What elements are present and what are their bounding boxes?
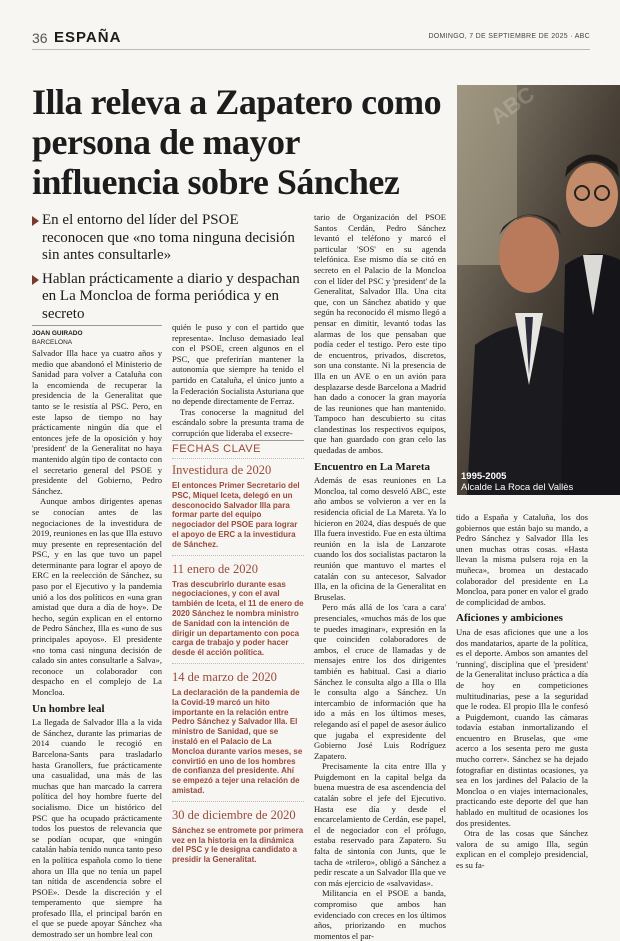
crosshead: Un hombre leal <box>32 702 105 715</box>
subhead-text: En el entorno del líder del PSOE reconocen que «no toma ninguna decisión sin antes consultarle» <box>42 212 295 263</box>
crosshead: Encuentro en La Mareta <box>314 460 430 473</box>
paragraph: Tras conocerse la magnitud del escándalo sobre la presunta trama de corrupción que lideraba el exsecre- <box>172 406 304 438</box>
key-date-heading: 11 enero de 2020 <box>172 561 258 576</box>
paragraph: La llegada de Salvador Illa a la vida de Sánchez, durante las primarias de 2014 cuando le recogió en Barcelona-Sants para trasladarlo hasta Granollers, fue prácticamente una casualidad, una más de las muchas que han marcado la carrera política del hoy hombre fuerte del socialismo. Dice un histórico del PSC que ha ocupado prácticamente todos los puestos de relevancia que se podían ocupar, que «ningún catalán había tenido nunca tanto peso en la política española como lo tiene ahora un Illa que no tenía un papel tan nítida de ascendencia sobre el PSOE». Desde la discreción y el temperamento que siempre ha profesado Illa, el principal barón en el que se puede apoyar Sánchez «ha demostrado ser un hombre leal con <box>32 717 162 940</box>
photo-illustration <box>457 81 620 495</box>
subheads <box>32 212 302 329</box>
key-date-text: La declaración de la pandemia de la Covid-19 marcó un hito importante en la relación entre Pedro Sánchez y Salvador Illa. El ministro de Sanidad, que se instaló en el Palacio de La Moncloa durante varios meses, se convirtió en uno de los hombres de confianza del presidente. Ahí se empezó a tejer una relación de amistad. <box>172 688 304 802</box>
triangle-bullet-icon <box>32 275 39 285</box>
page-number: 36 <box>32 30 48 46</box>
paragraph: tido a España y Cataluña, los dos gobiernos que están bajo su mando, a Pedro Sánchez y Salvador Illa les unen muchas otras cosas. «Hasta llevan la misma pulsera roja en la muñeca», bromea un destacado colaborador del presidente en La Moncloa, para poner en valor el grado de complicidad de ambos. <box>456 512 588 607</box>
paragraph: Una de esas aficiones que une a los dos mandatarios, aparte de la política, es el deporte. Ambos son amantes del 'running', disciplina que el 'president' de la Generalitat incluso práctica a día de hoy en competiciones multitudinarias, pese a la seguridad que le rodea. El propio Illa le confesó a Puigdemont, cuando las cámaras todavía estaban inmortalizando el encuentro en Bruselas, que «me acerco a los sesenta pero me gusta mucho correr». Sánchez se ha dejado fotografiar en distintas ocasiones, ya sea en los jardines del Palacio de la Moncloa o en viajes internacionales, practicando este deporte del que han hablado en multitud de ocasiones los dos presidentes. <box>456 626 588 828</box>
section-title: ESPAÑA <box>54 29 122 46</box>
article-column-1 <box>32 348 162 940</box>
paragraph: Precisamente la cita entre Illa y Puigdemont en la capital belga da buena muestra de esa ascendencia del catalán sobre el jefe del Ejecutivo. Hasta ese día y desde el encarcelamiento de Cerdán, ese papel, el de negociador con el prófugo, estaba reservado para Zapatero. Su falta de sintonía con Junts, que le tacha de «trilero», obligó a Sánchez a pedir rescate a un Salvador Illa que ve con más ejercicio de «salvavidas». <box>314 761 446 888</box>
photo-watermark: ABC <box>485 81 539 130</box>
byline-author: JOAN GUIRADO <box>32 330 83 337</box>
paragraph: Militancia en el PSOE a banda, compromiso que ambos han evidenciado con creces en los últimos años, priorizando en muchos momentos el par- <box>314 888 446 941</box>
paragraph: Además de esas reuniones en La Moncloa, tal como desveló ABC, este año ambos se volvieron a ver en la residencia oficial de La Mareta. Ya lo hicieron en 2024, días después de que Illa fuera investido. Fue en esta última reunión en la isla de Lanzarote cuando los dos socialistas pactaron la reunión que mantuvo el martes el catalán con su antecesor, Salvador Illa, en la oficina de la Generalitat en Bruselas. <box>314 475 446 602</box>
dateline: DOMINGO, 7 DE SEPTIEMBRE DE 2025 · ABC <box>428 33 590 40</box>
paragraph: Aunque ambos dirigentes apenas se conocían antes de las negociaciones de la investidura de 2019, reuniones en las que Illa estuvo muy presente en representación del PSC, y en las que tuvo un papel determinante para lograr el apoyo de ERC en la reelección de Sánchez, su paso por el Ejecutivo y la pandemia unió a los dos políticos en «una gran amistad que dura a día de hoy». De hecho, según explican en el entorno de Pedro Sánchez, Illa es «uno de sus principales apoyos». El presidente «no toma casi ninguna decisión de calado sin antes consultarle a Salva», reconoce un colaborador con despacho en el complejo de La Moncloa. <box>32 496 162 697</box>
paragraph: quién le puso y con el partido que representa». Incluso demasiado leal con el PSOE, creen algunos en el PSC, que preferirían mantener la autonomía que siempre ha tenido el partido en Cataluña, el único junto a la Federación Socialista Asturiana que no depende directamente de Ferraz. <box>172 322 304 407</box>
news-photo <box>457 81 620 495</box>
paragraph: Pero más allá de los 'cara a cara' presenciales, «muchos más de los que te puedes imaginar», expresión en la que coinciden colaboradores de ambos, el cruce de llamadas y de mensajes entre los dos dirigentes también es habitual. Casi a diario Sánchez le consulta algo a Illa o Illa le consulta algo a Sánchez. Un intercambio de información que ha ido a más en los últimos meses, relegando así el papel de asesor áulico que jugaba el expresidente del Gobierno José Luis Rodríguez Zapatero. <box>314 602 446 761</box>
article-column-4 <box>456 512 588 871</box>
key-date-text: El entonces Primer Secretario del PSC, Miquel Iceta, delegó en un desconocido Salvador Illa para formar parte del equipo negociador del PSOE para lograr el apoyo de ERC a la investidura de Sánchez. <box>172 481 304 556</box>
byline <box>32 325 162 347</box>
key-date-text: Sánchez se entromete por primera vez en la historia en la dinámica del PSC y le designa candidato a presidir la Generalitat. <box>172 825 304 865</box>
subhead-1 <box>32 212 302 265</box>
article-column-3 <box>314 212 446 941</box>
triangle-bullet-icon <box>32 216 39 226</box>
key-date-text: Tras descubrirlo durante esas negociaciones, y con el aval también de Iceta, el 11 de enero de 2020 Sánchez le nombra ministro de Sanidad con la intención de dirigir un departamento con poca carga de trabajo y poder hacer desde él acción política. <box>172 580 304 664</box>
key-dates-title: FECHAS CLAVE <box>172 443 304 459</box>
subhead-2 <box>32 271 302 324</box>
key-date-heading: 14 de marzo de 2020 <box>172 669 277 684</box>
byline-location: BARCELONA <box>32 339 73 346</box>
caption-text: Alcalde La Roca del Vallès <box>461 482 574 493</box>
key-dates-box <box>172 440 304 876</box>
subhead-text: Hablan prácticamente a diario y despachan en La Moncloa de forma periódica y en secreto <box>42 270 300 322</box>
paragraph: tario de Organización del PSOE Santos Cerdán, Pedro Sánchez levantó el teléfono y marcó el particular 'SOS' en su agenda telefónica. Ese mismo día se citó en secreto en el Palacio de la Moncloa con el líder del PSC y 'president' de la Generalitat, Salvador Illa. Una cita que, con un Sánchez abatido y que según ha reconocido él mismo llegó a pensar en dimitir, levantó todas las alarmas de los que pensaban que podía ceder el testigo. Pero este tipo de encuentros, privados, discretos, son una constante. Ni la presencia de Illa en un AVE o en un avión para desplazarse desde Barcelona a Madrid han dado a conocer la gran mayoría de las reuniones que han mantenido. Tampoco han descubierto su citas clandestinas los respectivos equipos, que han guardado con gran celo las quedadas de ambos. <box>314 212 446 456</box>
caption-years: 1995-2005 <box>461 471 507 482</box>
paragraph: Salvador Illa hace ya cuatro años y medio que abandonó el Ministerio de Sanidad para volver a Cataluña con la encomienda de recuperar la presidencia de la Generalitat que tanto se le resistía al PSC. Pero, en este lapso de tiempo no hay prácticamente ningún día que el entonces jefe de la oposición y hoy 'president' de la Generalitat no haya mantenido algún tipo de contacto con el secretario general del PSOE y presidente del Gobierno, Pedro Sánchez. <box>32 348 162 496</box>
paragraph: Otra de las cosas que Sánchez valora de su amigo Illa, según explican en el complejo presidencial, es su fa- <box>456 828 588 870</box>
key-date-heading: 30 de diciembre de 2020 <box>172 807 296 822</box>
page-header <box>32 28 590 50</box>
headline: Illa releva a Zapatero como persona de mayor influencia sobre Sánchez <box>32 82 442 202</box>
crosshead: Aficiones y ambiciones <box>456 612 563 625</box>
article-column-2 <box>172 322 304 439</box>
key-date-heading: Investidura de 2020 <box>172 463 272 477</box>
photo-caption <box>457 469 620 495</box>
